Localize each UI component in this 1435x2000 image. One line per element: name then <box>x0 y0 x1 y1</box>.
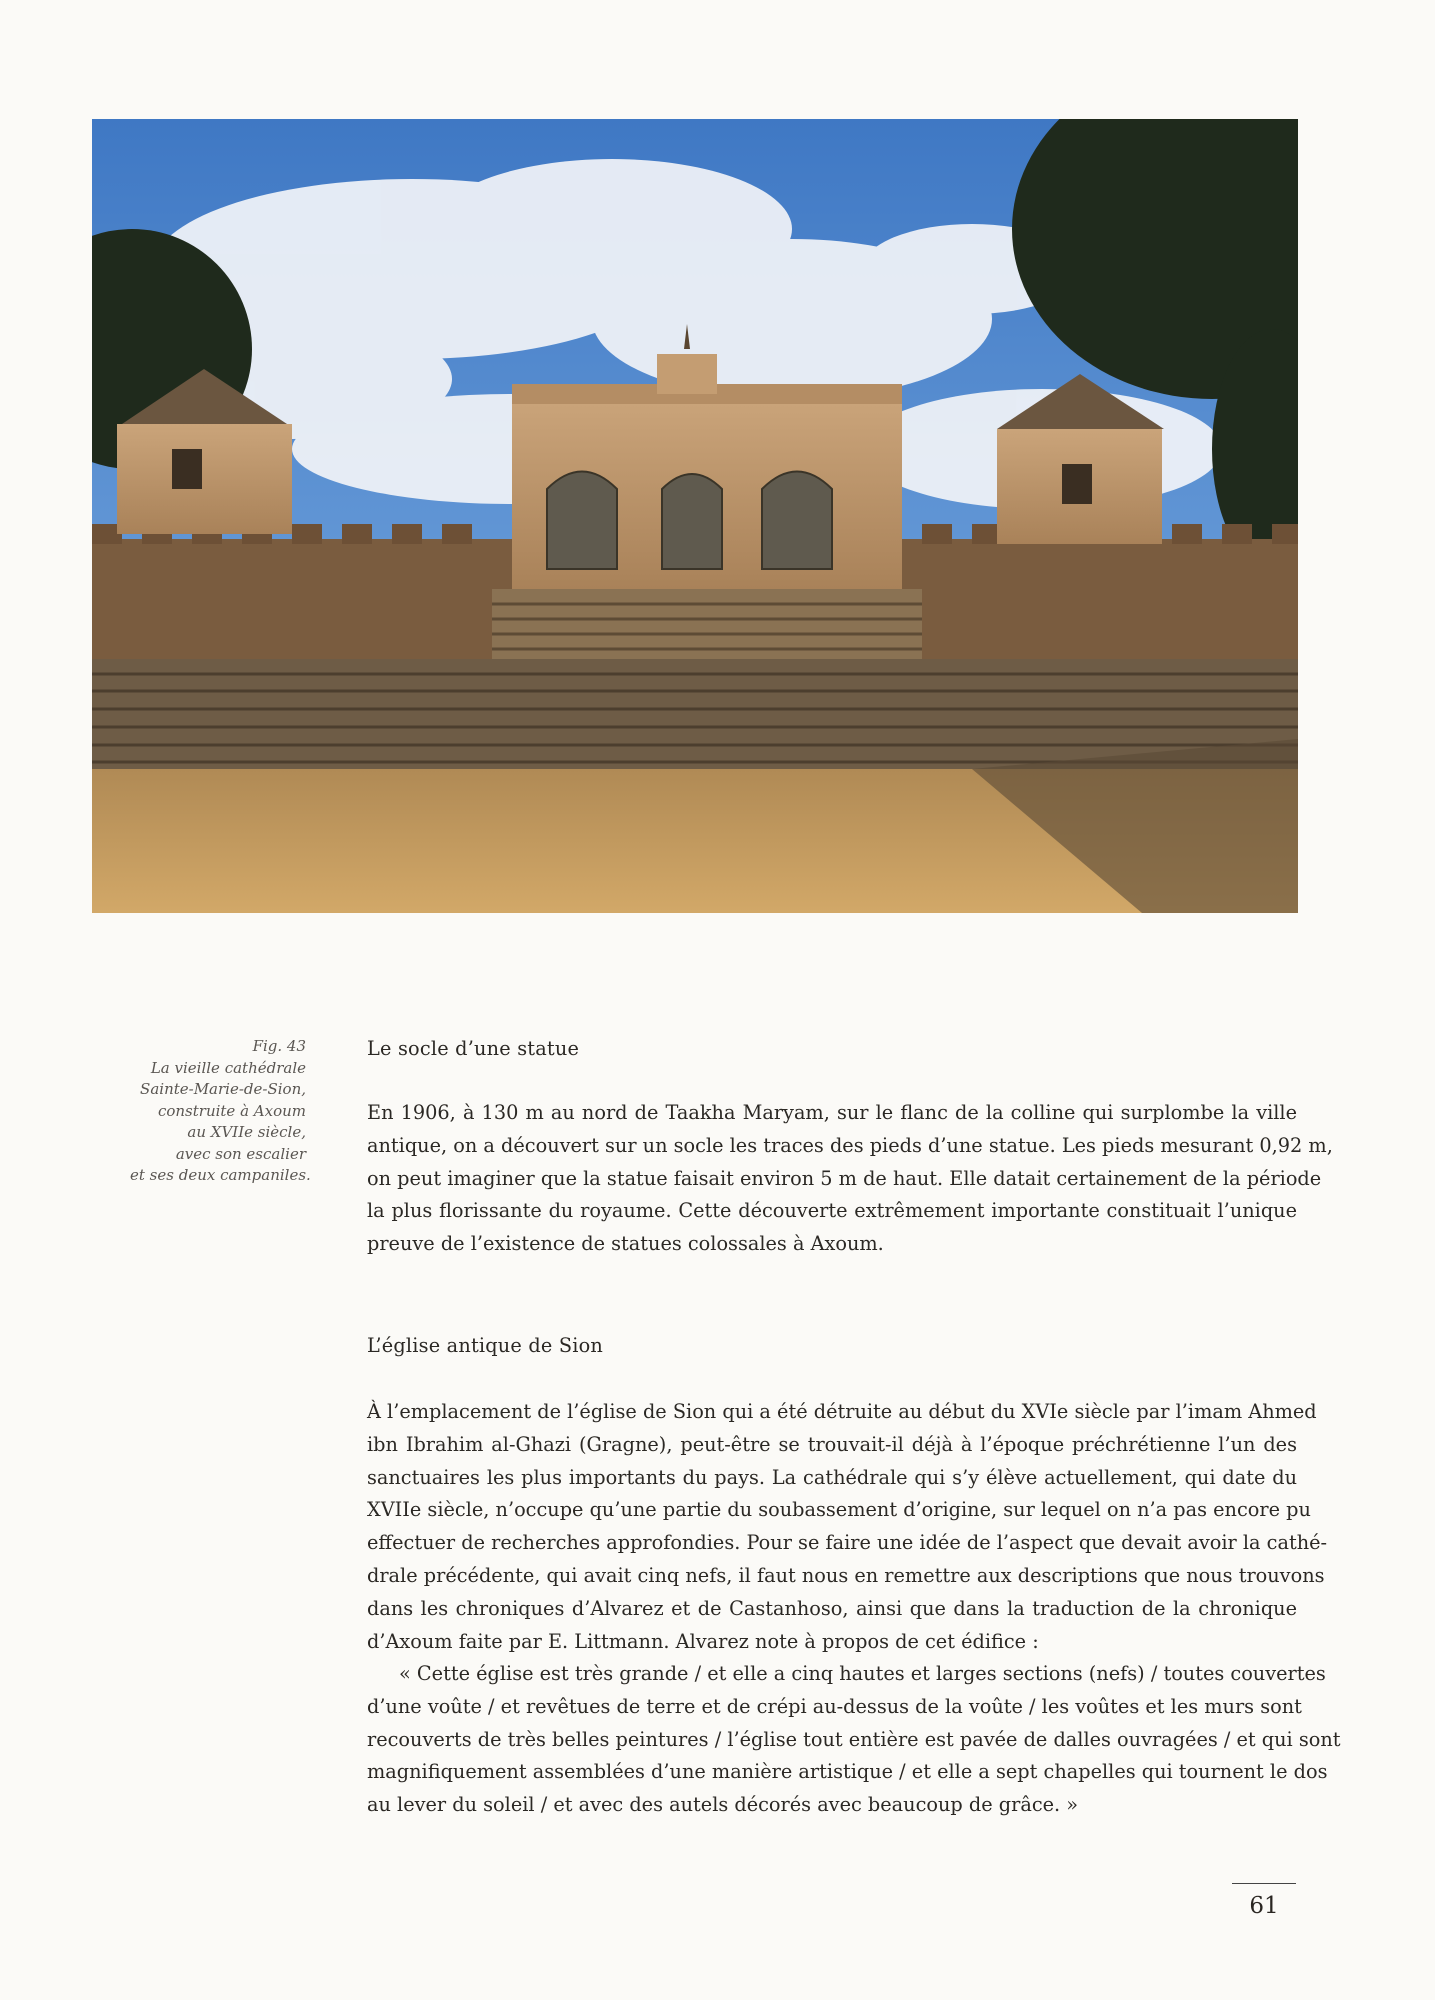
caption-line: construite à Axoum <box>157 1101 306 1120</box>
text-line: dans les chroniques d’Alvarez et de Castanhoso, ainsi que dans la traduction de la chronique <box>367 1596 1297 1620</box>
quote-line: d’une voûte / et revêtues de terre et de crépi au-dessus de la voûte / les voûtes et les murs sont <box>367 1694 1302 1718</box>
page-number-rule <box>1232 1883 1296 1884</box>
caption-line: au XVIIe siècle, <box>187 1123 306 1141</box>
caption-line: et ses deux campaniles. <box>130 1166 311 1184</box>
cathedral-photo-image <box>92 119 1298 913</box>
section-sion-church-text <box>367 1396 1328 1658</box>
section-sion-church <box>367 1330 1297 1363</box>
quote-line: « Cette église est très grande / et elle a cinq hautes et larges sections (nefs) / toutes couvertes <box>399 1662 1326 1685</box>
figure-caption <box>130 1036 311 1187</box>
text-line: preuve de l’existence de statues colossales à Axoum. <box>367 1232 884 1256</box>
text-line: d’Axoum faite par E. Littmann. Alvarez note à propos de cet édifice : <box>367 1629 1039 1653</box>
caption-line: avec son escalier <box>175 1144 306 1163</box>
text-line: antique, on a découvert sur un socle les traces des pieds d’une statue. Les pieds mesurant 0,92 m, <box>367 1133 1333 1157</box>
text-line: sanctuaires les plus importants du pays. La cathédrale qui s’y élève actuellement, qui date du <box>367 1465 1297 1489</box>
text-line: ibn Ibrahim al-Ghazi (Gragne), peut-être se trouvait-il déjà à l’époque préchrétienne l’un des <box>367 1432 1297 1456</box>
text-line: effectuer de recherches approfondies. Pour se faire une idée de l’aspect que devait avoir la cathé- <box>367 1531 1328 1555</box>
caption-line: La vieille cathédrale <box>150 1058 306 1077</box>
quote-line: recouverts de très belles peintures / l’église tout entière est pavée de dalles ouvragées / et qui sont <box>367 1727 1341 1751</box>
quote-line: magnifiquement assemblées d’une manière artistique / et elle a sept chapelles qui tournent le dos <box>367 1760 1328 1784</box>
text-line: En 1906, à 130 m au nord de Taakha Maryam, sur le flanc de la colline qui surplombe la ville <box>367 1101 1297 1124</box>
caption-line: Fig. 43 <box>252 1037 306 1055</box>
section-statue-base-text <box>367 1097 1333 1261</box>
caption-line: Sainte-Marie-de-Sion, <box>140 1080 306 1098</box>
text-line: on peut imaginer que la statue faisait environ 5 m de haut. Elle datait certainement de la période <box>367 1166 1322 1190</box>
text-line: drale précédente, qui avait cinq nefs, il faut nous en remettre aux descriptions que nous trouvons <box>367 1563 1325 1587</box>
text-line: XVIIe siècle, n’occupe qu’une partie du soubassement d’origine, sur lequel on n’a pas encore pu <box>367 1498 1311 1522</box>
page-number: 61 <box>1249 1893 1279 1919</box>
text-line: À l’emplacement de l’église de Sion qui a été détruite au début du XVIe siècle par l’imam Ahmed <box>367 1400 1317 1423</box>
alvarez-quote <box>367 1658 1341 1822</box>
text-line: la plus florissante du royaume. Cette découverte extrêmement importante constituait l’unique <box>367 1199 1297 1223</box>
section-heading: Le socle d’une statue <box>367 1037 580 1060</box>
cathedral-photo <box>92 119 1298 913</box>
section-statue-base <box>367 1033 1297 1066</box>
section-heading: L’église antique de Sion <box>367 1334 604 1357</box>
quote-line: au lever du soleil / et avec des autels décorés avec beaucoup de grâce. » <box>367 1793 1079 1817</box>
